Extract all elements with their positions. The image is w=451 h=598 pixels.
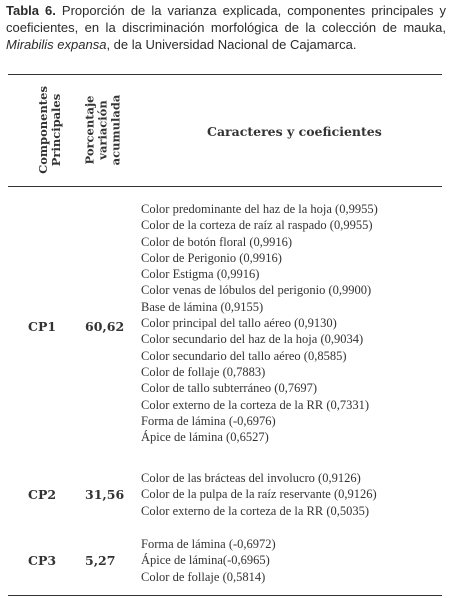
row-cp3-percent: 5,27 (85, 553, 116, 568)
coefficient-item: Ápice de lámina (0,6527) (141, 430, 269, 445)
coefficient-item: Color de follaje (0,5814) (141, 569, 266, 584)
header-percent-line-1: Porcentaje (82, 95, 97, 165)
coefficient-item: Color de Perigonio (0,9916) (141, 250, 282, 265)
header-percent (84, 95, 123, 166)
coefficient-item: Color secundario del haz de la hoja (0,9034) (141, 332, 364, 347)
coefficient-item: Color externo de la corteza de la RR (0,5035) (141, 503, 370, 518)
coefficient-item: Color de las brácteas del involucro (0,9126) (141, 471, 361, 485)
header-characters: Caracteres y coeficientes (207, 124, 382, 139)
row-cp3-coefficients (141, 536, 276, 585)
table-header-rule (8, 186, 442, 187)
header-components-line-2: Principales (49, 93, 63, 167)
row-cp3-component: CP3 (28, 553, 57, 568)
coefficient-item: Color de follaje (0,7883) (141, 364, 266, 379)
coefficient-item: Color predominante del haz de la hoja (0,9955) (141, 202, 378, 216)
coefficient-item: Color venas de lóbulos del perigonio (0,9900) (141, 283, 372, 298)
row-cp1-coefficients (141, 201, 378, 445)
coefficient-item: Color de la corteza de raíz al raspado (0,9955) (141, 218, 373, 233)
row-cp2-component: CP2 (28, 487, 57, 502)
coefficient-item: Ápice de lámina(-0,6965) (141, 553, 270, 568)
row-cp2-coefficients (141, 470, 377, 519)
row-cp1-component: CP1 (28, 319, 57, 334)
row-cp1-percent: 60,62 (85, 319, 125, 334)
table-top-rule (8, 74, 442, 75)
coefficient-item: Forma de lámina (-0,6976) (141, 413, 276, 428)
header-percent-line-2: variación (95, 100, 110, 160)
caption-text-2: , de la Universidad Nacional de Cajamarca. (106, 37, 357, 52)
caption-text-1: Proporción de la varianza explicada, componentes principales y coeficientes, en la discriminación morfológica de la colección de mauka, (6, 3, 446, 35)
coefficient-item: Forma de lámina (-0,6972) (141, 537, 276, 551)
header-components (37, 86, 63, 174)
row-cp2-percent: 31,56 (85, 487, 125, 502)
coefficient-item: Color Estigma (0,9916) (141, 267, 260, 282)
coefficient-item: Color de tallo subterráneo (0,7697) (141, 381, 317, 396)
table-bottom-rule (8, 595, 442, 596)
header-percent-line-3: acumulada (108, 94, 123, 166)
coefficient-item: Color principal del tallo aéreo (0,9130) (141, 316, 337, 331)
coefficient-item: Color externo de la corteza de la RR (0,7331) (141, 397, 370, 412)
header-components-line-1: Componentes (36, 86, 50, 174)
coefficient-item: Color secundario del tallo aéreo (0,8585) (141, 348, 347, 363)
caption-species: Mirabilis expansa (6, 37, 107, 52)
caption-label: Tabla 6. (6, 3, 56, 18)
coefficient-item: Color de botón floral (0,9916) (141, 234, 293, 249)
coefficient-item: Base de lámina (0,9155) (141, 299, 264, 314)
table-caption (6, 2, 446, 53)
coefficient-item: Color de la pulpa de la raíz reservante (0,9126) (141, 487, 377, 502)
